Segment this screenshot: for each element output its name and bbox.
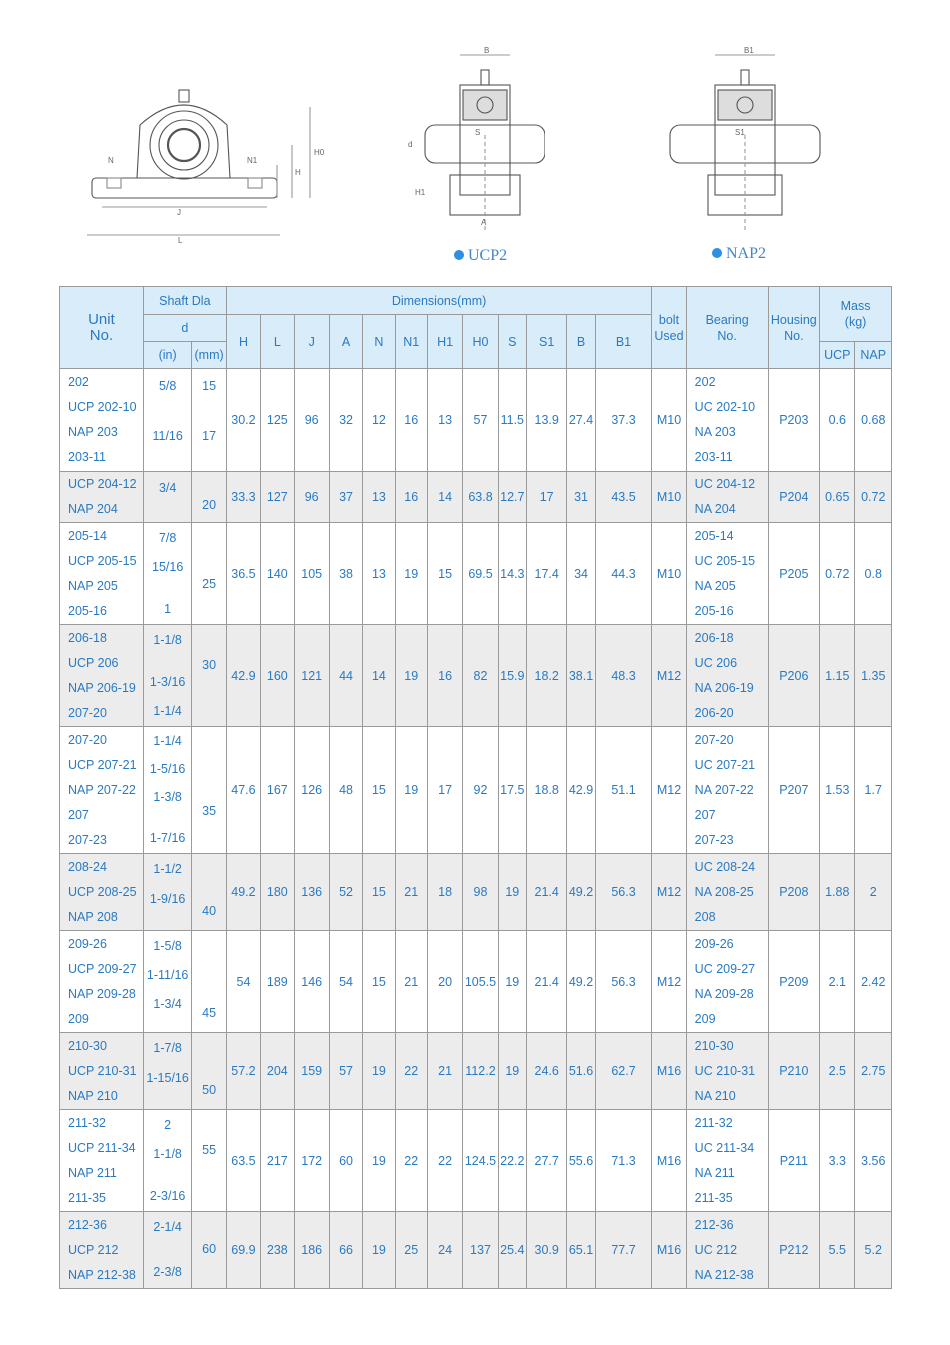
dim-j-cell: 121 <box>294 625 329 727</box>
bolt-cell: M12 <box>652 854 686 931</box>
spec-table <box>59 286 892 1289</box>
housing-cell: P203 <box>768 369 820 472</box>
housing-cell: P209 <box>768 931 820 1033</box>
dim-h1-cell: 17 <box>427 727 462 854</box>
bearing-number-cell: 209-26 UC 209-27 NA 209-28 209 <box>686 931 768 1033</box>
header-n: N <box>363 315 395 369</box>
bolt-cell: M16 <box>652 1212 686 1289</box>
dim-h1-cell: 24 <box>427 1212 462 1289</box>
header-dimensions: Dimensions(mm) <box>226 287 652 315</box>
dim-b-cell: 42.9 <box>567 727 595 854</box>
dim-a-cell: 48 <box>329 727 362 854</box>
dim-s1-cell: 30.9 <box>526 1212 566 1289</box>
dim-b1-cell: 56.3 <box>595 854 652 931</box>
dim-b1-cell: 48.3 <box>595 625 652 727</box>
dim-b1-cell: 56.3 <box>595 931 652 1033</box>
nap-dot-icon <box>712 248 722 258</box>
header-unit: Unit No. <box>60 287 144 369</box>
bolt-cell: M10 <box>652 523 686 625</box>
dim-label-j: J <box>177 208 181 217</box>
housing-cell: P211 <box>768 1110 820 1212</box>
dim-l-cell: 140 <box>261 523 294 625</box>
dim-b-cell: 49.2 <box>567 854 595 931</box>
table-row <box>60 1033 892 1110</box>
dim-h-cell: 36.5 <box>226 523 260 625</box>
table-row <box>60 931 892 1033</box>
dim-j-cell: 96 <box>294 369 329 472</box>
shaft-in-cell: 7/8 15/16 1 <box>143 523 192 625</box>
dim-s1-cell: 18.2 <box>526 625 566 727</box>
dim-h-cell: 57.2 <box>226 1033 260 1110</box>
header-a: A <box>329 315 362 369</box>
shaft-mm-cell: 45 <box>192 931 226 1033</box>
bearing-number-cell: 207-20 UC 207-21 NA 207-22 207 207-23 <box>686 727 768 854</box>
dim-l-cell: 238 <box>261 1212 294 1289</box>
dim-h1-cell: 18 <box>427 854 462 931</box>
dim-h-cell: 30.2 <box>226 369 260 472</box>
dim-label-h: H <box>295 168 301 177</box>
dim-h-cell: 33.3 <box>226 472 260 523</box>
mass-nap-cell: 2.75 <box>855 1033 892 1110</box>
dim-h0-cell: 63.8 <box>463 472 498 523</box>
dim-j-cell: 126 <box>294 727 329 854</box>
ucp-side-view-drawing <box>405 45 545 245</box>
mass-nap-cell: 2.42 <box>855 931 892 1033</box>
dim-j-cell: 172 <box>294 1110 329 1212</box>
mass-nap-cell: 0.68 <box>855 369 892 472</box>
dim-b1-cell: 43.5 <box>595 472 652 523</box>
table-row <box>60 625 892 727</box>
dim-j-cell: 136 <box>294 854 329 931</box>
shaft-in-cell: 5/8 11/16 <box>143 369 192 472</box>
dim-a-cell: 54 <box>329 931 362 1033</box>
shaft-in-cell: 1-1/4 1-5/16 1-3/8 1-7/16 <box>143 727 192 854</box>
table-row <box>60 369 892 472</box>
dim-n-cell: 19 <box>363 1033 395 1110</box>
dim-h0-cell: 92 <box>463 727 498 854</box>
dim-n-cell: 15 <box>363 727 395 854</box>
bearing-number-cell: 202 UC 202-10 NA 203 203-11 <box>686 369 768 472</box>
dim-h1-cell: 20 <box>427 931 462 1033</box>
bearing-number-cell: 211-32 UC 211-34 NA 211 211-35 <box>686 1110 768 1212</box>
table-row <box>60 854 892 931</box>
header-h: H <box>226 315 260 369</box>
dim-a-cell: 32 <box>329 369 362 472</box>
dim-h1-cell: 21 <box>427 1033 462 1110</box>
dim-n1-cell: 16 <box>395 369 427 472</box>
dim-j-cell: 105 <box>294 523 329 625</box>
dim-s-cell: 19 <box>498 931 526 1033</box>
dim-h1-cell: 15 <box>427 523 462 625</box>
header-j: J <box>294 315 329 369</box>
dim-n1-cell: 25 <box>395 1212 427 1289</box>
dim-label-d: d <box>408 140 413 149</box>
bolt-cell: M10 <box>652 369 686 472</box>
dim-h1-cell: 16 <box>427 625 462 727</box>
mass-ucp-cell: 1.88 <box>820 854 855 931</box>
bearing-number-cell: UC 208-24 NA 208-25 208 <box>686 854 768 931</box>
nap-side-view-drawing <box>660 45 825 245</box>
dim-h-cell: 47.6 <box>226 727 260 854</box>
dim-s1-cell: 13.9 <box>526 369 566 472</box>
bearing-number-cell: UC 204-12 NA 204 <box>686 472 768 523</box>
dim-n1-cell: 19 <box>395 625 427 727</box>
shaft-in-cell: 1-1/2 1-9/16 <box>143 854 192 931</box>
dim-n-cell: 15 <box>363 854 395 931</box>
dim-n-cell: 14 <box>363 625 395 727</box>
dim-s-cell: 12.7 <box>498 472 526 523</box>
mass-nap-cell: 1.35 <box>855 625 892 727</box>
dim-l-cell: 217 <box>261 1110 294 1212</box>
housing-cell: P208 <box>768 854 820 931</box>
header-s1: S1 <box>526 315 566 369</box>
header-bearing: Bearing No. <box>686 287 768 369</box>
housing-cell: P204 <box>768 472 820 523</box>
table-row <box>60 1110 892 1212</box>
dim-s1-cell: 24.6 <box>526 1033 566 1110</box>
shaft-mm-cell: 55 <box>192 1110 226 1212</box>
header-b1: B1 <box>595 315 652 369</box>
dim-n-cell: 13 <box>363 523 395 625</box>
unit-number-cell: 207-20 UCP 207-21 NAP 207-22 207 207-23 <box>60 727 144 854</box>
table-row <box>60 523 892 625</box>
housing-cell: P206 <box>768 625 820 727</box>
dim-h0-cell: 112.2 <box>463 1033 498 1110</box>
mass-ucp-cell: 2.5 <box>820 1033 855 1110</box>
dim-h0-cell: 82 <box>463 625 498 727</box>
mass-nap-cell: 5.2 <box>855 1212 892 1289</box>
dim-a-cell: 38 <box>329 523 362 625</box>
table-row <box>60 1212 892 1289</box>
dim-s-cell: 19 <box>498 854 526 931</box>
dim-b1-cell: 77.7 <box>595 1212 652 1289</box>
dim-h-cell: 49.2 <box>226 854 260 931</box>
dim-label-a: A <box>481 218 487 227</box>
header-mass: Mass (kg) <box>820 287 892 342</box>
table-body <box>60 369 892 1289</box>
unit-number-cell: UCP 204-12 NAP 204 <box>60 472 144 523</box>
mass-ucp-cell: 0.65 <box>820 472 855 523</box>
header-h0: H0 <box>463 315 498 369</box>
front-view-drawing <box>82 85 327 245</box>
dim-n-cell: 13 <box>363 472 395 523</box>
header-n1: N1 <box>395 315 427 369</box>
header-b: B <box>567 315 595 369</box>
dim-a-cell: 60 <box>329 1110 362 1212</box>
dim-a-cell: 37 <box>329 472 362 523</box>
dim-b-cell: 27.4 <box>567 369 595 472</box>
unit-number-cell: 208-24 UCP 208-25 NAP 208 <box>60 854 144 931</box>
dim-n-cell: 19 <box>363 1212 395 1289</box>
shaft-mm-cell: 25 <box>192 523 226 625</box>
housing-cell: P210 <box>768 1033 820 1110</box>
dim-label-h0: H0 <box>314 148 325 157</box>
dim-b1-cell: 44.3 <box>595 523 652 625</box>
mass-ucp-cell: 2.1 <box>820 931 855 1033</box>
dim-j-cell: 96 <box>294 472 329 523</box>
dim-n-cell: 12 <box>363 369 395 472</box>
mass-nap-cell: 0.72 <box>855 472 892 523</box>
dim-l-cell: 125 <box>261 369 294 472</box>
bearing-number-cell: 210-30 UC 210-31 NA 210 <box>686 1033 768 1110</box>
dim-label-h1: H1 <box>415 188 426 197</box>
dim-j-cell: 159 <box>294 1033 329 1110</box>
dim-n-cell: 15 <box>363 931 395 1033</box>
header-ucp: UCP <box>820 342 855 369</box>
ucp-caption: UCP2 <box>454 247 507 265</box>
unit-number-cell: 212-36 UCP 212 NAP 212-38 <box>60 1212 144 1289</box>
mass-nap-cell: 0.8 <box>855 523 892 625</box>
dim-a-cell: 66 <box>329 1212 362 1289</box>
shaft-mm-cell: 30 <box>192 625 226 727</box>
dim-h0-cell: 105.5 <box>463 931 498 1033</box>
unit-number-cell: 202 UCP 202-10 NAP 203 203-11 <box>60 369 144 472</box>
dim-label-n: N <box>108 156 114 165</box>
mass-ucp-cell: 0.72 <box>820 523 855 625</box>
header-s: S <box>498 315 526 369</box>
dim-l-cell: 180 <box>261 854 294 931</box>
dim-s1-cell: 21.4 <box>526 854 566 931</box>
dim-l-cell: 204 <box>261 1033 294 1110</box>
unit-number-cell: 205-14 UCP 205-15 NAP 205 205-16 <box>60 523 144 625</box>
housing-cell: P205 <box>768 523 820 625</box>
dim-h-cell: 54 <box>226 931 260 1033</box>
mass-ucp-cell: 3.3 <box>820 1110 855 1212</box>
dim-label-l: L <box>178 236 183 245</box>
dim-s-cell: 15.9 <box>498 625 526 727</box>
shaft-in-cell: 3/4 <box>143 472 192 523</box>
dim-b1-cell: 62.7 <box>595 1033 652 1110</box>
dim-n1-cell: 21 <box>395 854 427 931</box>
dim-n1-cell: 19 <box>395 523 427 625</box>
unit-number-cell: 210-30 UCP 210-31 NAP 210 <box>60 1033 144 1110</box>
mass-ucp-cell: 1.53 <box>820 727 855 854</box>
dim-b1-cell: 37.3 <box>595 369 652 472</box>
ucp-dot-icon <box>454 250 464 260</box>
dim-l-cell: 189 <box>261 931 294 1033</box>
dim-h0-cell: 124.5 <box>463 1110 498 1212</box>
dim-h1-cell: 13 <box>427 369 462 472</box>
bolt-cell: M12 <box>652 931 686 1033</box>
shaft-mm-cell: 20 <box>192 472 226 523</box>
mass-nap-cell: 1.7 <box>855 727 892 854</box>
dim-s-cell: 19 <box>498 1033 526 1110</box>
dim-j-cell: 146 <box>294 931 329 1033</box>
mass-nap-cell: 3.56 <box>855 1110 892 1212</box>
bearing-number-cell: 205-14 UC 205-15 NA 205 205-16 <box>686 523 768 625</box>
dim-s-cell: 14.3 <box>498 523 526 625</box>
dim-label-n1: N1 <box>247 156 258 165</box>
nap-caption: NAP2 <box>712 245 766 263</box>
shaft-mm-cell: 50 <box>192 1033 226 1110</box>
dim-b1-cell: 51.1 <box>595 727 652 854</box>
bolt-cell: M16 <box>652 1033 686 1110</box>
dim-h1-cell: 14 <box>427 472 462 523</box>
dim-a-cell: 52 <box>329 854 362 931</box>
dim-s1-cell: 27.7 <box>526 1110 566 1212</box>
mass-ucp-cell: 5.5 <box>820 1212 855 1289</box>
bolt-cell: M16 <box>652 1110 686 1212</box>
bolt-cell: M12 <box>652 625 686 727</box>
dim-n1-cell: 22 <box>395 1033 427 1110</box>
dim-b-cell: 49.2 <box>567 931 595 1033</box>
table-row <box>60 472 892 523</box>
header-bolt: bolt Used <box>652 287 686 369</box>
dim-b-cell: 38.1 <box>567 625 595 727</box>
shaft-mm-cell: 15 17 <box>192 369 226 472</box>
dim-b-cell: 31 <box>567 472 595 523</box>
dim-j-cell: 186 <box>294 1212 329 1289</box>
bearing-number-cell: 206-18 UC 206 NA 206-19 206-20 <box>686 625 768 727</box>
dim-s-cell: 25.4 <box>498 1212 526 1289</box>
table-row <box>60 727 892 854</box>
dim-n-cell: 19 <box>363 1110 395 1212</box>
mass-ucp-cell: 0.6 <box>820 369 855 472</box>
dim-b-cell: 51.6 <box>567 1033 595 1110</box>
bolt-cell: M10 <box>652 472 686 523</box>
dim-b-cell: 34 <box>567 523 595 625</box>
shaft-in-cell: 2-1/4 2-3/8 <box>143 1212 192 1289</box>
shaft-mm-cell: 35 <box>192 727 226 854</box>
shaft-in-cell: 2 1-1/8 2-3/16 <box>143 1110 192 1212</box>
dim-h0-cell: 98 <box>463 854 498 931</box>
header-housing: Housing No. <box>768 287 820 369</box>
header-in: (in) <box>143 342 192 369</box>
dim-h-cell: 69.9 <box>226 1212 260 1289</box>
dim-h-cell: 63.5 <box>226 1110 260 1212</box>
header-nap: NAP <box>855 342 892 369</box>
mass-ucp-cell: 1.15 <box>820 625 855 727</box>
dim-h1-cell: 22 <box>427 1110 462 1212</box>
header-h1: H1 <box>427 315 462 369</box>
header-mm: (mm) <box>192 342 226 369</box>
dim-s-cell: 11.5 <box>498 369 526 472</box>
dim-label-s: S <box>475 128 481 137</box>
dim-n1-cell: 21 <box>395 931 427 1033</box>
shaft-in-cell: 1-5/8 1-11/16 1-3/4 <box>143 931 192 1033</box>
header-d: d <box>143 315 226 342</box>
dim-s-cell: 17.5 <box>498 727 526 854</box>
bearing-number-cell: 212-36 UC 212 NA 212-38 <box>686 1212 768 1289</box>
shaft-mm-cell: 60 <box>192 1212 226 1289</box>
dim-s1-cell: 21.4 <box>526 931 566 1033</box>
bolt-cell: M12 <box>652 727 686 854</box>
header-shaft-dia: Shaft Dla <box>143 287 226 315</box>
dim-n1-cell: 19 <box>395 727 427 854</box>
dim-n1-cell: 16 <box>395 472 427 523</box>
dim-l-cell: 160 <box>261 625 294 727</box>
dim-h0-cell: 69.5 <box>463 523 498 625</box>
housing-cell: P212 <box>768 1212 820 1289</box>
dim-b-cell: 55.6 <box>567 1110 595 1212</box>
dim-b-cell: 65.1 <box>567 1212 595 1289</box>
unit-number-cell: 206-18 UCP 206 NAP 206-19 207-20 <box>60 625 144 727</box>
dim-h0-cell: 137 <box>463 1212 498 1289</box>
mass-nap-cell: 2 <box>855 854 892 931</box>
unit-number-cell: 209-26 UCP 209-27 NAP 209-28 209 <box>60 931 144 1033</box>
dim-l-cell: 167 <box>261 727 294 854</box>
shaft-in-cell: 1-7/8 1-15/16 <box>143 1033 192 1110</box>
dim-label-b: B <box>484 46 490 55</box>
dim-s-cell: 22.2 <box>498 1110 526 1212</box>
unit-number-cell: 211-32 UCP 211-34 NAP 211 211-35 <box>60 1110 144 1212</box>
dim-b1-cell: 71.3 <box>595 1110 652 1212</box>
dim-label-b1: B1 <box>744 46 754 55</box>
dim-l-cell: 127 <box>261 472 294 523</box>
header-l: L <box>261 315 294 369</box>
shaft-in-cell: 1-1/8 1-3/16 1-1/4 <box>143 625 192 727</box>
dim-label-s1: S1 <box>735 128 745 137</box>
dim-h-cell: 42.9 <box>226 625 260 727</box>
dim-s1-cell: 17.4 <box>526 523 566 625</box>
dim-a-cell: 44 <box>329 625 362 727</box>
dim-a-cell: 57 <box>329 1033 362 1110</box>
dim-s1-cell: 17 <box>526 472 566 523</box>
dim-n1-cell: 22 <box>395 1110 427 1212</box>
housing-cell: P207 <box>768 727 820 854</box>
dim-s1-cell: 18.8 <box>526 727 566 854</box>
shaft-mm-cell: 40 <box>192 854 226 931</box>
dim-h0-cell: 57 <box>463 369 498 472</box>
